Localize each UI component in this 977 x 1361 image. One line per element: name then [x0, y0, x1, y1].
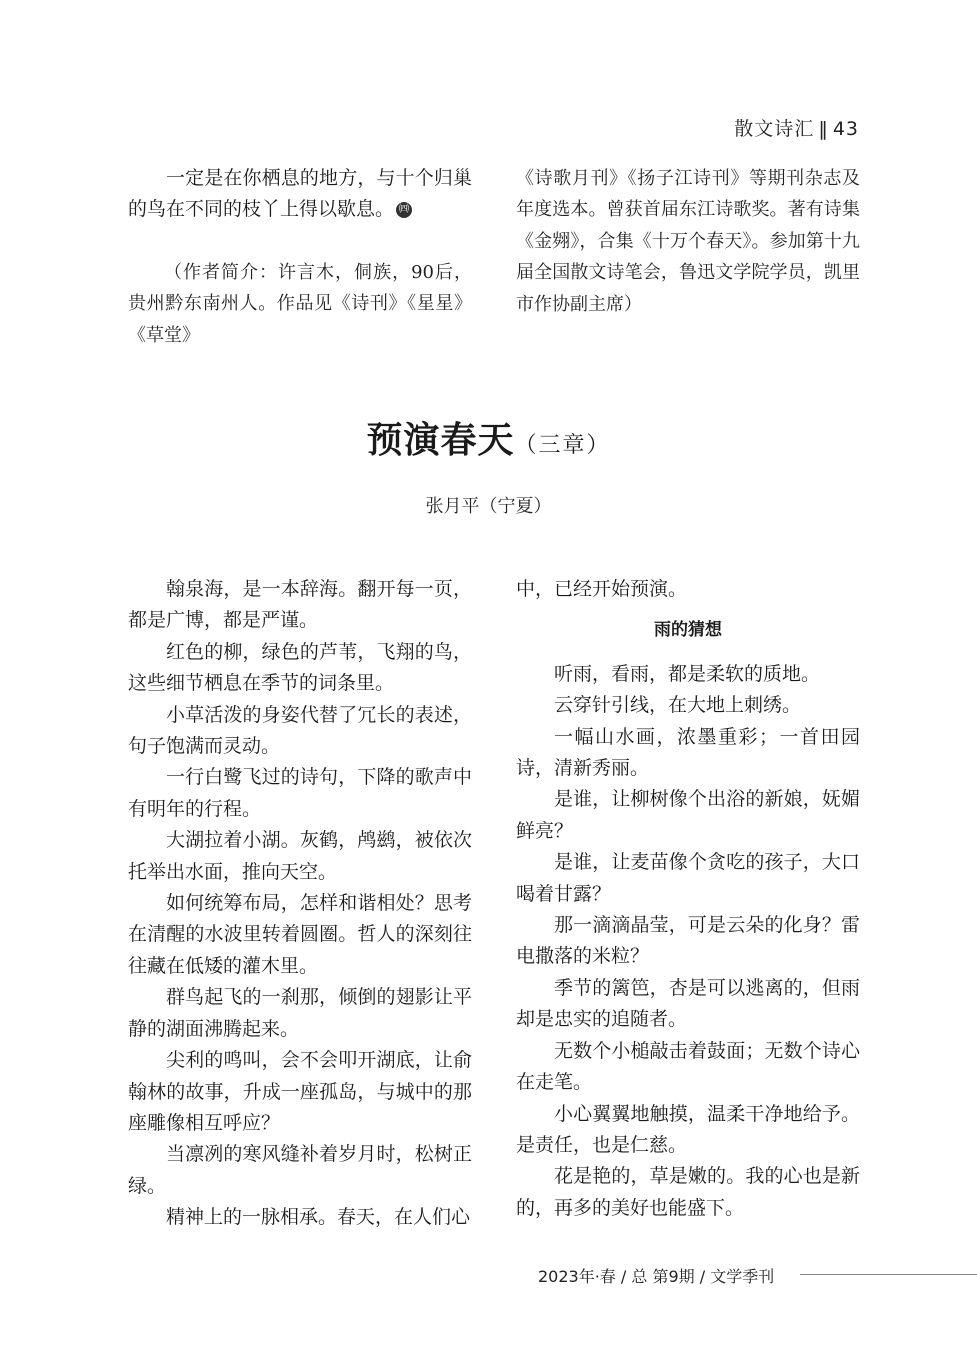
- author-bio-end: 《诗歌月刊》《扬子江诗刊》等期刊杂志及年度选本。曾获首届东江诗歌奖。著有诗集《金翙》，合集《十万个春天》。参加第十九届全国散文诗笔会，鲁迅文学院学员，凯里市作协副主席）: [516, 168, 860, 315]
- body-paragraph: 一幅山水画，浓墨重彩；一首田园诗，清新秀丽。: [516, 725, 860, 780]
- prev-piece-left-column: [128, 163, 472, 351]
- footer-rule: [800, 1274, 977, 1275]
- body-paragraph: 是谁，让麦苗像个贪吃的孩子，大口喝着甘露？: [516, 851, 860, 905]
- article-title-block: [0, 412, 977, 463]
- body-right-column: [516, 574, 860, 1224]
- body-paragraph: 季节的篱笆，杏是可以逃离的，但雨却是忠实的追随者。: [516, 976, 860, 1031]
- body-paragraph: 翰泉海，是一本辞海。翻开每一页，都是广博，都是严谨。: [128, 578, 472, 632]
- article-title: 预演春天: [366, 419, 515, 461]
- body-paragraph: 群鸟起飞的一刹那，倾倒的翅影让平静的湖面沸腾起来。: [128, 986, 472, 1040]
- body-paragraph: 是谁，让柳树像个出浴的新娘，妩媚鲜亮？: [516, 788, 860, 842]
- author-bio-start: （作者简介：许言木，侗族，90后，贵州黔东南州人。作品见《诗刊》《星星》《草堂》: [128, 261, 472, 346]
- article-subtitle: （三章）: [514, 433, 611, 458]
- header-separator: ‖: [818, 118, 829, 140]
- body-paragraph: 大湖拉着小湖。灰鹤，鸬鹚，被依次托举出水面，推向天空。: [128, 829, 472, 883]
- body-paragraph: 听雨，看雨，都是柔软的质地。: [554, 662, 821, 685]
- body-paragraph: 小草活泼的身姿代替了冗长的表述，句子饱满而灵动。: [128, 703, 472, 758]
- end-mark-icon: ㈣: [396, 202, 412, 218]
- body-left-column: [128, 574, 472, 1234]
- body-paragraph: 那一滴滴晶莹，可是云朵的化身？雷电撒落的米粒？: [516, 914, 860, 968]
- body-paragraph: 小心翼翼地触摸，温柔干净地给予。是责任，也是仁慈。: [516, 1102, 860, 1156]
- body-paragraph: 一行白鹭飞过的诗句，下降的歌声中有明年的行程。: [128, 766, 472, 820]
- article-author: 张月平（宁夏）: [425, 496, 552, 517]
- prev-piece-paragraph: 一定是在你栖息的地方，与十个归巢的鸟在不同的枝丫上得以歇息。 ㈣: [128, 167, 472, 221]
- body-paragraph: 尖利的鸣叫，会不会叩开湖底，让俞翰林的故事，升成一座孤岛，与城中的那座雕像相互呼应？: [128, 1049, 472, 1134]
- prev-piece-right-column: [516, 163, 860, 320]
- section-title: 雨的猜想: [654, 620, 722, 641]
- body-paragraph: 如何统筹布局，怎样和谐相处？思考在清醒的水波里转着圆圈。哲人的深刻往往藏在低矮的灌木里。: [128, 892, 472, 977]
- page-number: 43: [832, 118, 859, 140]
- page-footer: 2023年·春 / 总 第9期 / 文学季刊: [538, 1267, 775, 1286]
- body-paragraph: 红色的柳，绿色的芦苇，飞翔的鸟，这些细节栖息在季节的词条里。: [128, 640, 472, 695]
- body-paragraph: 花是艳的，草是嫩的。我的心也是新的，再多的美好也能盛下。: [516, 1165, 860, 1219]
- continued-paragraph: 中，已经开始预演。: [516, 578, 688, 600]
- body-paragraph: 当凛冽的寒风缝补着岁月时，松树正绿。: [128, 1143, 472, 1197]
- body-paragraph: 精神上的一脉相承。春天，在人们心: [166, 1206, 471, 1229]
- body-paragraph: 无数个小槌敲击着鼓面；无数个诗心在走笔。: [516, 1039, 860, 1094]
- body-paragraph: 云穿针引线，在大地上刺绣。: [554, 694, 802, 717]
- section-name: 散文诗汇: [734, 118, 815, 140]
- running-header: [734, 114, 859, 141]
